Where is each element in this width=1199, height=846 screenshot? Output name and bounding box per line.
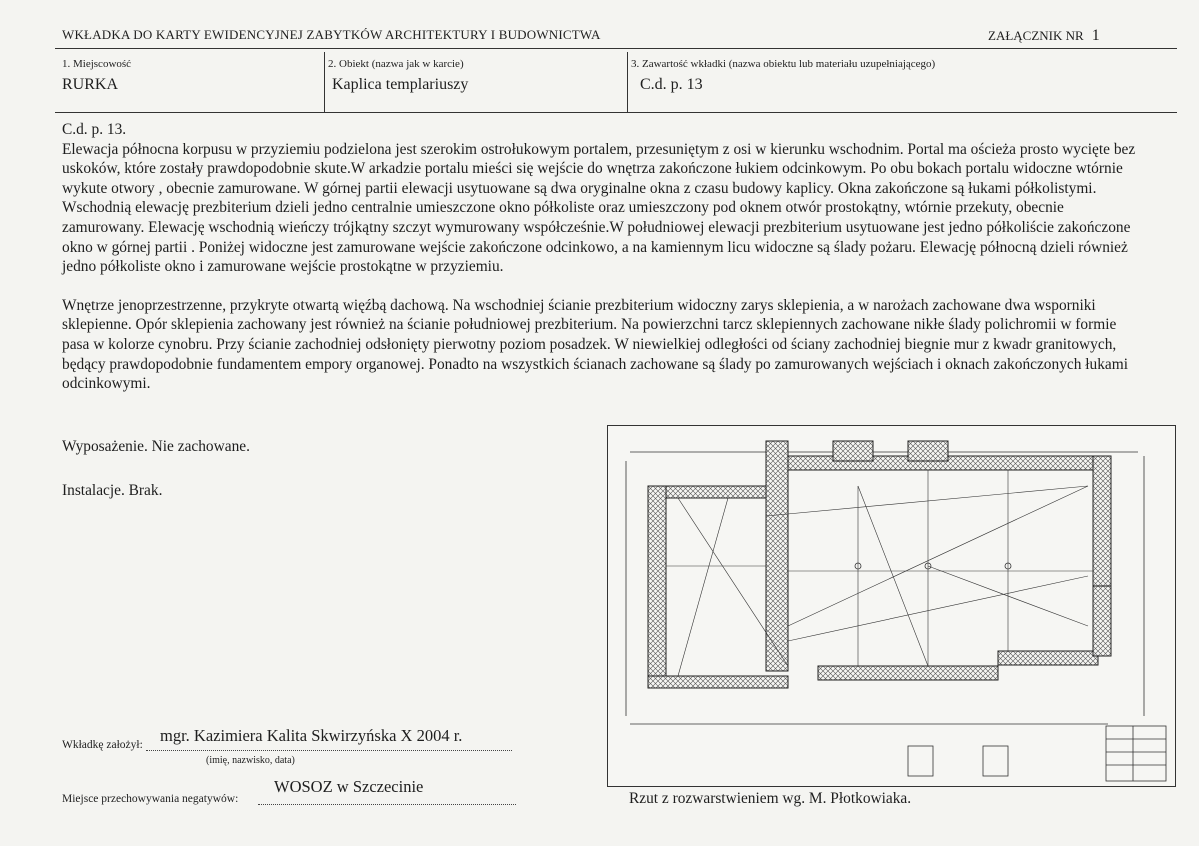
annex-label-text: ZAŁĄCZNIK NR [988, 28, 1084, 43]
plan-legend-box [1106, 726, 1166, 781]
storage-dotted-line [258, 804, 516, 805]
furnishings-note: Wyposażenie. Nie zachowane. [62, 438, 250, 455]
field-object-label: 2. Obiekt (nazwa jak w karcie) [328, 58, 464, 70]
plan-detail-sketches [908, 746, 1008, 776]
signature-hint: (imię, nazwisko, data) [206, 755, 295, 766]
annex-number: 1 [1091, 27, 1100, 44]
floor-plan-drawing [607, 425, 1176, 787]
field-locality-label: 1. Miejscowość [62, 58, 132, 70]
plan-walls [648, 441, 1111, 688]
field-object-value: Kaplica templariuszy [332, 76, 469, 93]
negatives-storage-label: Miejsce przechowywania negatywów: [62, 793, 239, 805]
signature-value: mgr. Kazimiera Kalita Skwirzyńska X 2004 r. [160, 726, 463, 745]
installations-note: Instalacje. Brak. [62, 482, 163, 499]
description-paragraph-exterior: Elewacja północna korpusu w przyziemiu podzielona jest szerokim ostrołukowym portalem, przesuniętym z osi w kierunku wschodnim. Portal ma ościeża prosto wycięte bez uskoków, które zostały prawdopodobnie skute.W arkadzie portalu mieści się wejście do wnętrza zakończone łukiem odcinkowym. Po obu bokach portalu widoczne wtórnie wykute otwory , obecnie zamurowane. W górnej partii elewacji usytuowane są dwa oryginalne okna z czasu budowy kaplicy. Okna zakończone są łukami półkolistymi. Wschodnią elewację prezbiterium dzieli jedno centralnie umieszczone okno półkoliste oraz umieszczony pod oknem otwór prostokątny, wtórnie przekuty, obecnie zamurowany. Elewację wschodnią wieńczy trójkątny szczyt wymurowany współcześnie.W południowej elewacji prezbiterium usytuowane jest jedno półkoliście zakończone okno w górnej partii . Poniżej widoczne jest zamurowane wejście zakończone odcinkowo, a na kamiennym licu widoczne są ślady pożaru. Elewację północną dzieli również jedno półkoliste okno i zamurowane wejście prostokątne w przyziemiu. [62, 140, 1136, 276]
description-body [62, 120, 1142, 413]
field-locality-value: RURKA [62, 76, 119, 93]
field-divider-2 [627, 52, 628, 112]
fields-rule [55, 112, 1177, 113]
field-contents-value: C.d. p. 13 [640, 76, 703, 93]
annex-label [988, 27, 1100, 45]
floor-plan-caption: Rzut z rozwarstwieniem wg. M. Płotkowiaka. [629, 790, 912, 807]
header-rule [55, 48, 1177, 49]
description-paragraph-interior: Wnętrze jenoprzestrzenne, przykryte otwartą więźbą dachową. Na wschodniej ścianie prezbiterium widoczny zarys sklepienia, a w narożach zachowane dwa wsporniki sklepienne. Opór sklepienia zachowany jest również na ścianie południowej prezbiterium. Na powierzchni tarcz sklepiennych zachowane nikłe ślady polichromii w formie pasa w kolorze cynobru. Przy ścianie zachodniej odsłonięty pierwotny poziom posadzek. W niewielkiej odległości od ściany zachodniej biegnie mur z kwadr granitowych, będący prawdopodobnie fundamentem empory organowej. Ponadto na wszystkich ścianach zachowane są ślady po zamurowanych wejściach i oknach zakończonych łukami odcinkowymi. [62, 296, 1129, 393]
form-title: WKŁADKA DO KARTY EWIDENCYJNEJ ZABYTKÓW ARCHITEKTURY I BUDOWNICTWA [62, 27, 601, 42]
description-heading: C.d. p. 13. [62, 121, 127, 138]
field-divider-1 [324, 52, 325, 112]
signature-dotted-line [146, 750, 512, 751]
negatives-storage-value: WOSOZ w Szczecinie [274, 777, 424, 796]
signature-label: Wkładkę założył: [62, 739, 143, 751]
floor-plan-svg [608, 426, 1175, 786]
plan-measurement-lines [666, 470, 1093, 676]
field-contents-label: 3. Zawartość wkładki (nazwa obiektu lub materiału uzupełniającego) [631, 58, 936, 70]
